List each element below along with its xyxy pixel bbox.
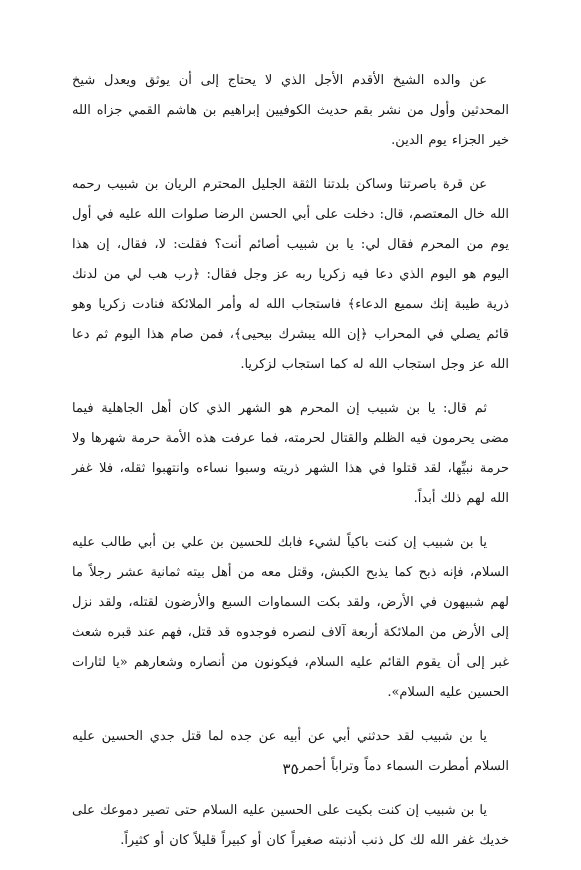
paragraph-2: عن قرة باصرتنا وساكن بلدتنا الثقة الجليل المحترم الريان بن شبيب رحمه الله خال المعتصم، قال: دخلت على أبي الحسن الرضا صلوات الله عليه في أول يوم من المحرم فقال لي: يا بن شبيب أصائم أنت؟ فقلت: لا، فقال، إن هذا اليوم هو اليوم الذي دعا فيه زكريا ربه عز وجل فقال: ﴿رب هب لي من لدنك ذرية طيبة إنك سميع الدعاء﴾ فاستجاب الله له وأمر الملائكة فنادت زكريا وهو قائم يصلي في المحراب ﴿إن الله يبشرك بيحيى﴾، فمن صام هذا اليوم ثم دعا الله عز وجل استجاب الله له كما استجاب لزكريا. bbox=[72, 177, 509, 372]
paragraph-6: يا بن شبيب إن كنت بكيت على الحسين عليه السلام حتى تصير دموعك على خديك غفر الله لك كل ذنب أذنبته صغيراً كان أو كبيراً قليلاً كان أو كثيراً. bbox=[72, 803, 509, 848]
page-number: ٣٥ bbox=[282, 760, 299, 778]
paragraph-4: يا بن شبيب إن كنت باكياً لشيء فابك للحسين بن علي بن أبي طالب عليه السلام، فإنه ذبح كما يذبح الكبش، وقتل معه من أهل بيته ثمانية عشر رجلاً ما لهم شبيهون في الأرض، ولقد بكت السماوات السبع والأرضون لقتله، ولقد نزل إلى الأرض من الملائكة أربعة آلاف لنصره فوجدوه قد قتل، فهم عند قبره شعث غبر إلى أن يقوم القائم عليه السلام، فيكونون من أنصاره وشعارهم «يا لثارات الحسين عليه السلام». bbox=[72, 535, 509, 700]
paragraph-1: عن والده الشيخ الأقدم الأجل الذي لا يحتاج إلى أن يوثق ويعدل شيخ المحدثين وأول من نشر بقم حديث الكوفيين إبراهيم بن هاشم القمي جزاه الله خير الجزاء يوم الدين. bbox=[72, 73, 509, 148]
body-text bbox=[72, 66, 509, 870]
paragraph-5: يا بن شبيب لقد حدثني أبي عن أبيه عن جده لما قتل جدي الحسين عليه السلام أمطرت السماء دماً وتراباً أحمر. bbox=[72, 729, 509, 774]
paragraph-3: ثم قال: يا بن شبيب إن المحرم هو الشهر الذي كان أهل الجاهلية فيما مضى يحرمون فيه الظلم والقتال لحرمته، فما عرفت هذه الأمة حرمة شهرها ولا حرمة نبيِّها، لقد قتلوا في هذا الشهر ذريته وسبوا نساءه وانتهبوا ثقله، فلا غفر الله لهم ذلك أبداً. bbox=[72, 401, 509, 506]
